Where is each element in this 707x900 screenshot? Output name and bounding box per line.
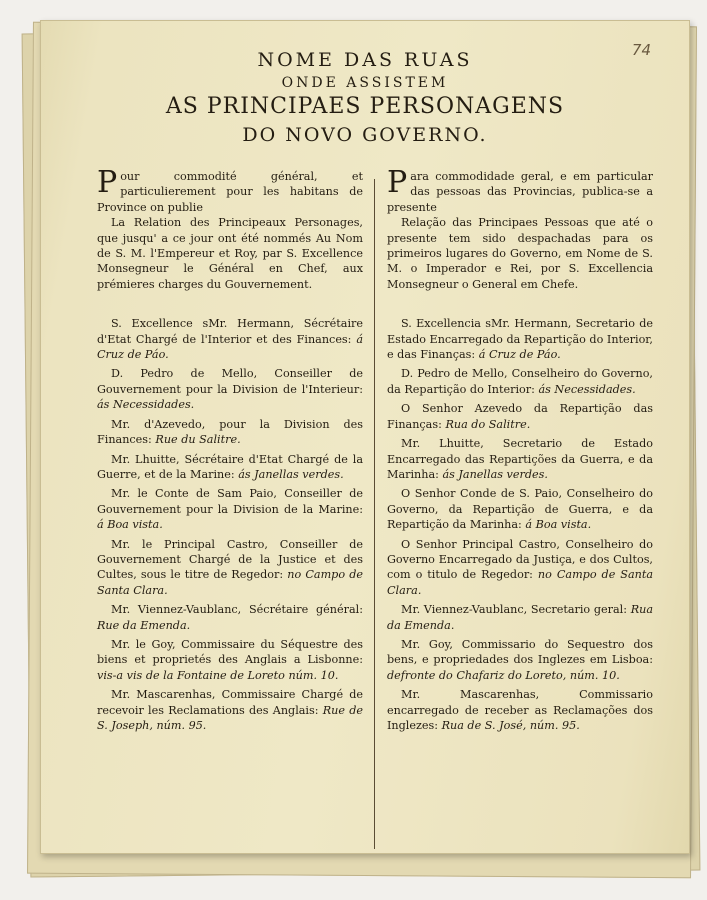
french-intro-paragraph-1: Pour commodité général, et particulierement pour les habitans de Province on publie xyxy=(97,165,363,214)
portuguese-address: Rua da Emenda. xyxy=(387,603,653,632)
title-line-2: ONDE ASSISTEM xyxy=(281,75,449,91)
french-address: no Campo de Santa Clara. xyxy=(97,568,363,597)
french-entry: Mr. Lhuitte, Sécrétaire d'Etat Chargé de la Guerre, et de la Marine: ás Janellas verdes. xyxy=(97,452,363,481)
title-block xyxy=(41,47,689,149)
portuguese-address: Rua de S. José, núm. 95. xyxy=(441,719,580,732)
portuguese-address: Rua do Salitre. xyxy=(445,417,531,431)
portuguese-address: á Cruz de Páo. xyxy=(478,348,561,362)
french-entry: Mr. le Principal Castro, Conseiller de Gouvernement Chargé de la Justice et des Cultes, sous le titre de Regedor: no Campo de Santa Clara. xyxy=(97,537,363,597)
french-entry: Mr. Mascarenhas, Commissaire Chargé de recevoir les Reclamations des Anglais: Rue de S. Joseph, núm. 95. xyxy=(97,688,363,732)
french-address: vis-a vis de la Fontaine de Loreto núm. 10. xyxy=(97,668,339,682)
portuguese-entry: O Senhor Azevedo da Repartição das Finanças: Rua do Salitre. xyxy=(387,402,653,431)
portuguese-address: ás Janellas verdes. xyxy=(442,467,548,481)
portuguese-entry: Mr. Goy, Commissario do Sequestro dos bens, e propriedades dos Inglezes em Lisboa: defronte do Chafariz do Loreto, núm. 10. xyxy=(387,637,653,682)
portuguese-intro-paragraph-2: Relação das Principaes Pessoas que até o presente tem sido despachadas para os primeiros lugares do Governo, em Nome de S. M. o Imperador e Rei, por S. Excellencia Monsegneur o General em Chefe. xyxy=(387,216,653,291)
column-divider xyxy=(374,179,375,849)
portuguese-address: á Boa vista. xyxy=(525,518,592,532)
french-address: á Cruz de Páo. xyxy=(97,332,363,362)
portuguese-address: no Campo de Santa Clara. xyxy=(387,568,653,597)
french-address: Rue da Emenda. xyxy=(97,618,191,632)
two-column-text xyxy=(97,165,657,839)
portuguese-intro xyxy=(387,165,653,292)
french-entry: D. Pedro de Mello, Conseiller de Gouvernement pour la Division de l'Interieur: ás Necessidades. xyxy=(97,367,363,412)
portuguese-entry: Mr. Lhuitte, Secretario de Estado Encarregado das Repartições da Guerra, e da Marinha: ás Janellas verdes. xyxy=(387,437,653,481)
portuguese-entry: D. Pedro de Mello, Conselheiro do Governo, da Repartição do Interior: ás Necessidades. xyxy=(387,367,653,396)
french-address: Rue de S. Joseph, núm. 95. xyxy=(97,703,363,732)
french-intro xyxy=(97,165,363,292)
portuguese-address: defronte do Chafariz do Loreto, núm. 10. xyxy=(387,668,620,682)
portuguese-entry: O Senhor Principal Castro, Conselheiro do Governo Encarregado da Justiça, e dos Cultos, com o titulo de Regedor: no Campo de Santa Clara. xyxy=(387,537,653,597)
french-entry: Mr. Viennez-Vaublanc, Sécrétaire général: Rue da Emenda. xyxy=(97,603,363,632)
french-address: Rue du Salitre. xyxy=(155,433,241,447)
portuguese-dropcap: P xyxy=(387,165,408,200)
document-page xyxy=(40,20,690,854)
french-entry: Mr. le Conte de Sam Paio, Conseiller de Gouvernement pour la Division de la Marine: á Boa vista. xyxy=(97,487,363,532)
page-number: 74 xyxy=(631,41,651,59)
french-column xyxy=(97,165,363,839)
portuguese-entry: O Senhor Conde de S. Paio, Conselheiro do Governo, da Repartição de Guerra, e da Repartição da Marinha: á Boa vista. xyxy=(387,487,653,532)
portuguese-intro-paragraph-1: Para commodidade geral, e em particular das pessoas das Provincias, publica-se a presente xyxy=(387,165,653,214)
portuguese-entry: Mr. Mascarenhas, Commissario encarregado de receber as Reclamações dos Inglezes: Rua de S. José, núm. 95. xyxy=(387,688,653,732)
french-address: á Boa vista. xyxy=(97,518,163,532)
portuguese-address: ás Necessidades. xyxy=(538,382,636,396)
french-entry: Mr. le Goy, Commissaire du Séquestre des biens et proprietés des Anglais a Lisbonne: vis-a vis de la Fontaine de Loreto núm. 10. xyxy=(97,637,363,682)
title-line-4: DO NOVO GOVERNO. xyxy=(242,124,488,146)
french-dropcap: P xyxy=(97,165,118,200)
portuguese-column xyxy=(387,165,653,839)
french-address: ás Necessidades. xyxy=(97,398,195,412)
portuguese-entry: Mr. Viennez-Vaublanc, Secretario geral: Rua da Emenda. xyxy=(387,603,653,632)
french-intro-paragraph-2: La Relation des Principeaux Personages, que jusqu' a ce jour ont été nommés Au Nom de S. M. l'Empereur et Roy, par S. Excellence Monsegneur le Général en Chef, aux prémieres charges du Gouvernement. xyxy=(97,216,363,291)
french-entry: S. Excellence sMr. Hermann, Sécrétaire d'Etat Chargé de l'Interior et des Finances: á Cruz de Páo. xyxy=(97,317,363,362)
title-line-3: AS PRINCIPAES PERSONAGENS xyxy=(165,94,565,119)
french-address: ás Janellas verdes. xyxy=(238,467,344,481)
title-line-1: NOME DAS RUAS xyxy=(257,49,473,71)
portuguese-entry: S. Excellencia sMr. Hermann, Secretario de Estado Encarregado da Repartição do Interior, e das Finanças: á Cruz de Páo. xyxy=(387,317,653,362)
french-entry: Mr. d'Azevedo, pour la Division des Finances: Rue du Salitre. xyxy=(97,417,363,447)
